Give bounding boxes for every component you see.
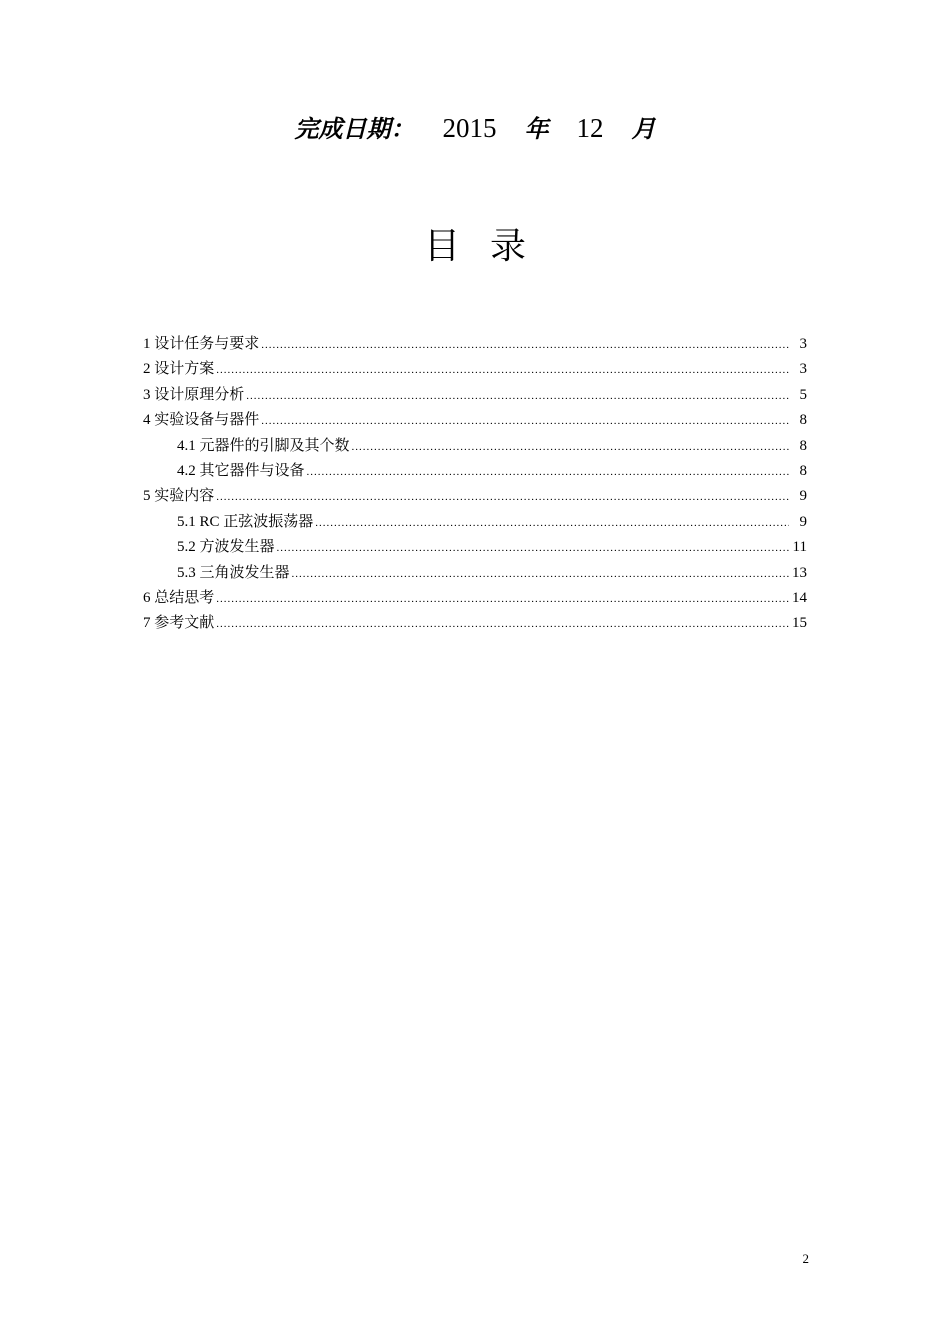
toc-entry[interactable] <box>143 484 807 509</box>
year-unit: 年 <box>524 115 549 143</box>
toc-entry[interactable] <box>143 357 807 382</box>
toc-dot-leader <box>352 435 789 460</box>
toc-dot-leader <box>216 485 789 510</box>
toc-entry-label: 5.1 RC 正弦波振荡器 <box>177 513 314 530</box>
toc-dot-leader <box>261 409 789 434</box>
toc-entry-page: 14 <box>792 589 807 606</box>
toc-entry-label: 4.1 元器件的引脚及其个数 <box>177 437 350 454</box>
toc-entry-label: 3 设计原理分析 <box>143 386 245 403</box>
table-of-contents <box>143 332 807 637</box>
toc-title: 目录 <box>423 226 556 267</box>
toc-entry-label: 7 参考文献 <box>143 615 215 632</box>
toc-entry-page: 8 <box>799 412 807 429</box>
toc-entry-page: 8 <box>799 462 807 479</box>
toc-dot-leader <box>307 460 789 485</box>
toc-entry[interactable] <box>143 535 807 560</box>
toc-entry[interactable] <box>143 586 807 611</box>
toc-dot-leader <box>277 536 789 561</box>
toc-entry-label: 4.2 其它器件与设备 <box>177 462 305 479</box>
toc-entry-page: 11 <box>792 539 807 556</box>
toc-entry[interactable] <box>143 408 807 433</box>
toc-entry-page: 8 <box>799 437 807 454</box>
toc-entry-page: 13 <box>792 564 807 581</box>
toc-entry[interactable] <box>143 561 807 586</box>
toc-entry-page: 3 <box>799 336 807 352</box>
toc-entry-page: 9 <box>799 513 807 530</box>
toc-entry-label: 5.3 三角波发生器 <box>177 564 290 581</box>
date-label: 完成日期： <box>294 115 415 143</box>
toc-entry[interactable] <box>143 332 807 357</box>
toc-entry[interactable] <box>143 383 807 408</box>
toc-dot-leader <box>216 587 789 612</box>
toc-entry-label: 5 实验内容 <box>143 488 215 505</box>
toc-entry-page: 9 <box>799 488 807 505</box>
toc-entry-page: 5 <box>799 386 807 403</box>
toc-entry[interactable] <box>143 434 807 459</box>
year-value: 2015 <box>442 113 497 143</box>
toc-entry-page: 15 <box>792 615 807 632</box>
toc-entry-page: 3 <box>799 361 807 378</box>
completion-date <box>0 108 950 149</box>
toc-entry-label: 4 实验设备与器件 <box>143 412 260 429</box>
toc-dot-leader <box>216 358 789 383</box>
toc-entry[interactable] <box>143 611 807 636</box>
toc-entry-label: 2 设计方案 <box>143 361 215 378</box>
toc-dot-leader <box>292 562 789 587</box>
toc-dot-leader <box>246 384 789 409</box>
toc-entry-label: 1 设计任务与要求 <box>143 336 260 352</box>
toc-entry-label: 6 总结思考 <box>143 589 215 606</box>
month-unit: 月 <box>631 115 656 143</box>
month-value: 12 <box>576 113 604 143</box>
toc-entry-label: 5.2 方波发生器 <box>177 539 275 556</box>
toc-dot-leader <box>261 333 789 358</box>
toc-dot-leader <box>216 612 789 637</box>
page-number: 2 <box>802 1251 809 1266</box>
toc-entry[interactable] <box>143 459 807 484</box>
toc-entry[interactable] <box>143 510 807 535</box>
toc-dot-leader <box>315 511 789 536</box>
